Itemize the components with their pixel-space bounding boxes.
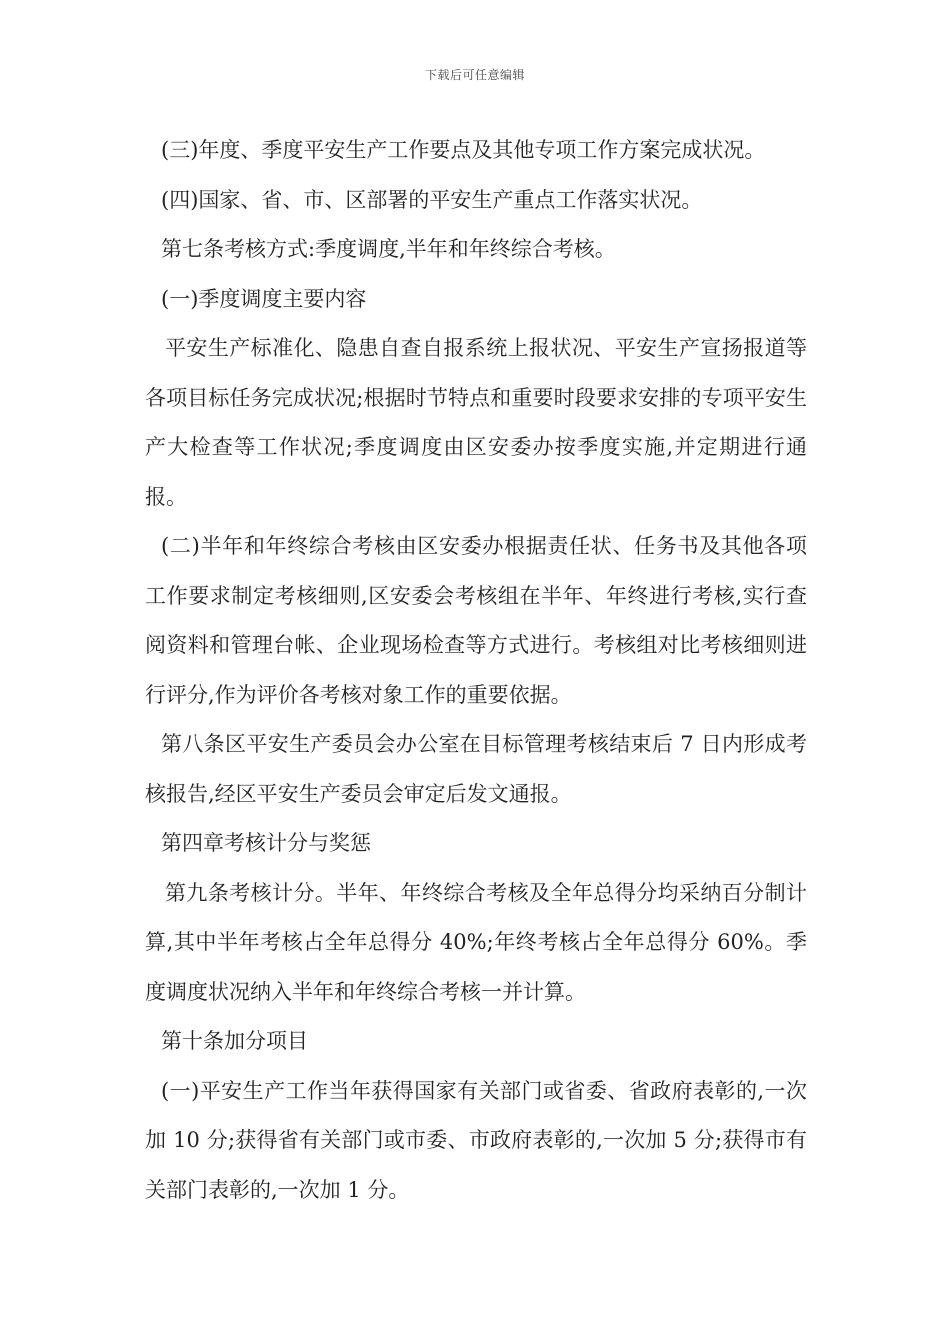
page-header: 下载后可任意编辑 [424,68,525,82]
paragraph-5: 平安生产标准化、隐患自查自报系统上报状况、平安生产宣扬报道等各项目标任务完成状况;根据时节特点和重要时段要求安排的专项平安生产大检查等工作状况;季度调度由区安委办按季度实施,并定期进行通报。 [145,336,807,509]
paragraph-8: 第四章考核计分与奖惩 [161,831,371,855]
document-body [145,126,807,1215]
paragraph-3: 第七条考核方式:季度调度,半年和年终综合考核。 [161,237,616,261]
paragraph-6: (二)半年和年终综合考核由区安委办根据责任状、任务书及其他各项工作要求制定考核细则,区安委会考核组在半年、年终进行考核,实行查阅资料和管理台帐、企业现场检查等方式进行。考核组对比考核细则进行评分,作为评价各考核对象工作的重要依据。 [145,534,807,707]
paragraph-10: 第十条加分项目 [161,1029,308,1053]
paragraph-9: 第九条考核计分。半年、年终综合考核及全年总得分均采纳百分制计算,其中半年考核占全年总得分 40%;年终考核占全年总得分 60%。季度调度状况纳入半年和年终综合考核一并计算。 [145,880,807,1004]
paragraph-11: (一)平安生产工作当年获得国家有关部门或省委、省政府表彰的,一次加 10 分;获得省有关部门或市委、市政府表彰的,一次加 5 分;获得市有关部门表彰的,一次加 1 分。 [145,1078,807,1202]
paragraph-7: 第八条区平安生产委员会办公室在目标管理考核结束后 7 日内形成考核报告,经区平安生产委员会审定后发文通报。 [145,732,807,806]
paragraph-2: (四)国家、省、市、区部署的平安生产重点工作落实状况。 [161,187,703,212]
paragraph-4: (一)季度调度主要内容 [161,286,367,311]
paragraph-1: (三)年度、季度平安生产工作要点及其他专项工作方案完成状况。 [161,138,766,162]
